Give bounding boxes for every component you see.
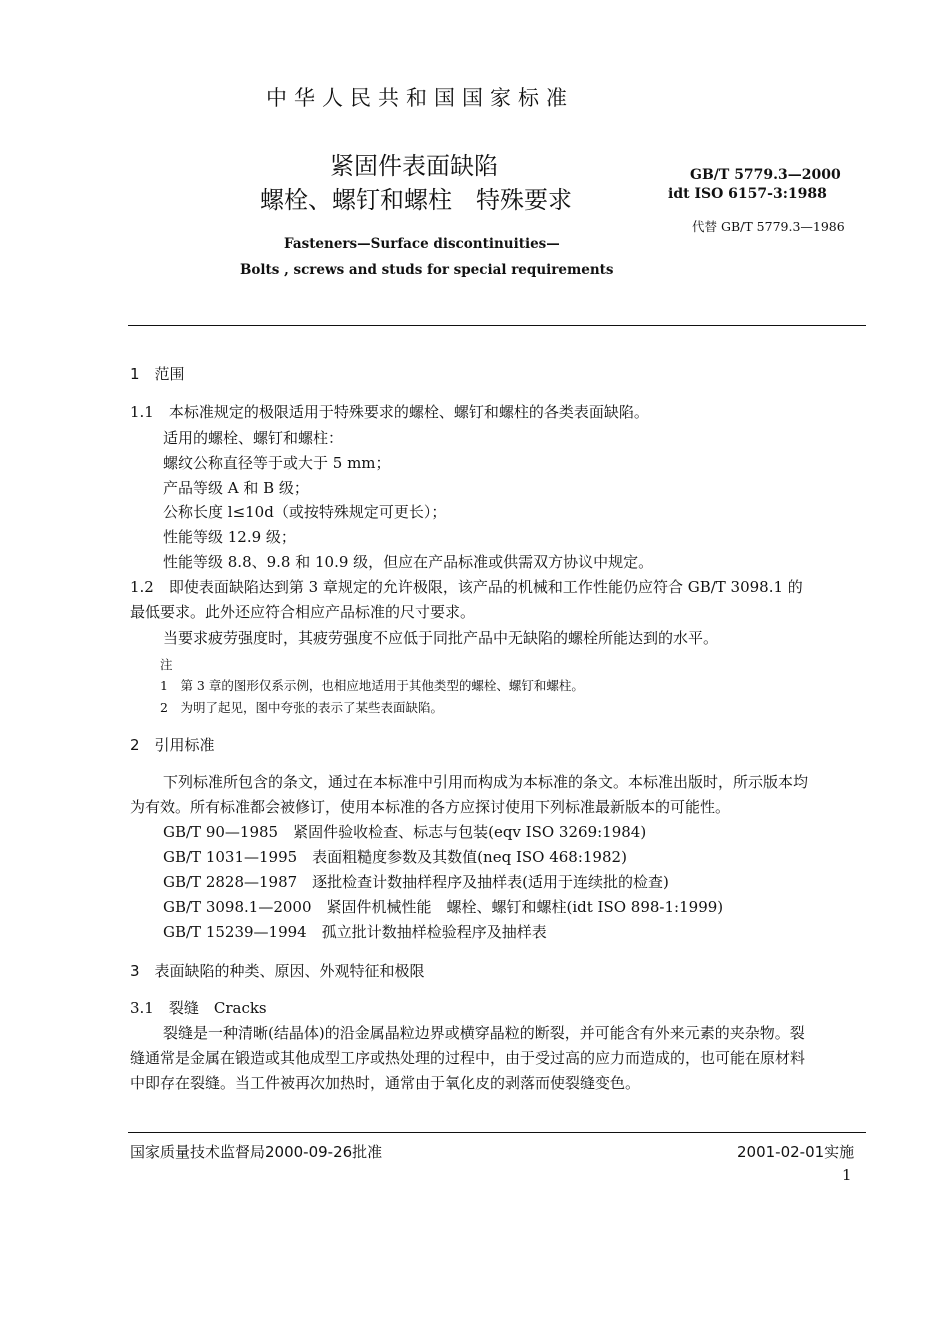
section-2-intro-line1: 下列标准所包含的条文，通过在本标准中引用而构成为本标准的条文。本标准出版时，所示版本均 (163, 773, 809, 791)
clause-1-2-line2: 最低要求。此外还应符合相应产品标准的尺寸要求。 (130, 603, 476, 621)
implementation-date: 2001-02-01实施 (737, 1143, 855, 1161)
standard-replaces: 代替 GB/T 5779.3—1986 (692, 219, 845, 234)
clause-1-2-line3: 当要求疲劳强度时，其疲劳强度不应低于同批产品中无缺陷的螺栓所能达到的水平。 (163, 629, 719, 647)
reference-item: GB/T 2828—1987 逐批检查计数抽样程序及抽样表(适用于连续批的检查) (163, 873, 669, 891)
note-item: 1 第 3 章的图形仅系示例，也相应地适用于其他类型的螺栓、螺钉和螺柱。 (160, 678, 584, 693)
english-title-line2: Bolts , screws and studs for special requirements (240, 262, 614, 278)
approval-text: 国家质量技术监督局2000-09-26批准 (130, 1143, 383, 1161)
section-1-heading: 1 范围 (130, 365, 185, 383)
reference-item: GB/T 90—1985 紧固件验收检查、标志与包装(eqv ISO 3269:1984) (163, 823, 647, 841)
clause-1-2-line1: 1.2 即使表面缺陷达到第 3 章规定的允许极限，该产品的机械和工作性能仍应符合 GB/T 3098.1 的 (130, 578, 803, 596)
note-item: 2 为明了起见，图中夸张的表示了某些表面缺陷。 (160, 700, 443, 715)
section-3-heading: 3 表面缺陷的种类、原因、外观特征和极限 (130, 962, 425, 980)
english-title-line1: Fasteners—Surface discontinuities— (284, 236, 560, 252)
page-number: 1 (842, 1166, 852, 1184)
standard-number: GB/T 5779.3—2000 (690, 167, 841, 183)
header-divider (128, 325, 866, 326)
scope-item: 产品等级 A 和 B 级； (163, 479, 309, 497)
document-title-line2: 螺栓、螺钉和螺柱 特殊要求 (260, 186, 572, 214)
scope-item: 性能等级 8.8、9.8 和 10.9 级，但应在产品标准或供需双方协议中规定。 (163, 553, 654, 571)
scope-item: 公称长度 l≤10d（或按特殊规定可更长）； (163, 503, 447, 521)
section-2-heading: 2 引用标准 (130, 736, 215, 754)
reference-item: GB/T 1031—1995 表面粗糙度参数及其数值(neq ISO 468:1982) (163, 848, 627, 866)
scope-item: 性能等级 12.9 级； (163, 528, 296, 546)
clause-3-1-heading: 3.1 裂缝 Cracks (130, 999, 267, 1017)
reference-item: GB/T 3098.1—2000 紧固件机械性能 螺栓、螺钉和螺柱(idt ISO 898-1:1999) (163, 898, 724, 916)
document-title-line1: 紧固件表面缺陷 (330, 152, 498, 180)
footer-divider (128, 1132, 866, 1133)
reference-item: GB/T 15239—1994 孤立批计数抽样检验程序及抽样表 (163, 923, 547, 941)
clause-3-1-text-line1: 裂缝是一种清晰(结晶体)的沿金属晶粒边界或横穿晶粒的断裂，并可能含有外来元素的夹杂物。裂 (163, 1024, 805, 1042)
standard-idt: idt ISO 6157-3:1988 (668, 186, 827, 202)
section-2-intro-line2: 为有效。所有标准都会被修订，使用本标准的各方应探讨使用下列标准最新版本的可能性。 (130, 798, 731, 816)
scope-item: 螺纹公称直径等于或大于 5 mm； (163, 454, 391, 472)
national-standard-title: 中华人民共和国国家标准 (266, 86, 574, 110)
clause-1-1: 1.1 本标准规定的极限适用于特殊要求的螺栓、螺钉和螺柱的各类表面缺陷。 (130, 403, 649, 421)
clause-3-1-text-line3: 中即存在裂缝。当工件被再次加热时，通常由于氧化皮的剥落而使裂缝变色。 (130, 1074, 641, 1092)
scope-item: 适用的螺栓、螺钉和螺柱： (163, 429, 344, 447)
note-label: 注 (160, 657, 173, 672)
clause-3-1-text-line2: 缝通常是金属在锻造或其他成型工序或热处理的过程中，由于受过高的应力而造成的，也可能在原材料 (130, 1049, 806, 1067)
